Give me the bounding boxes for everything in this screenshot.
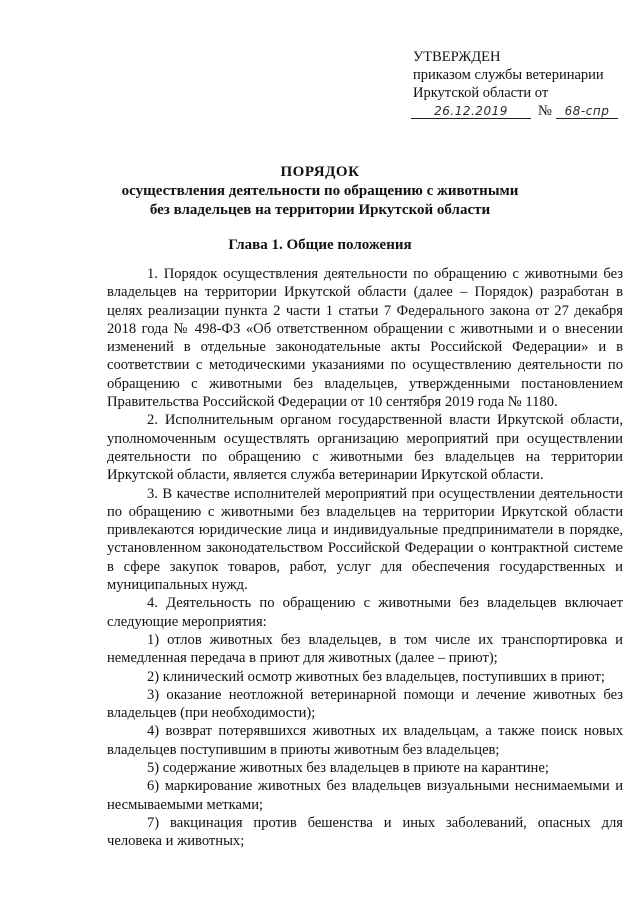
approval-stamp-block [413, 48, 623, 122]
paragraph-2: 2. Исполнительным органом государственной власти Иркутской области, уполномоченным осуществлять организацию мероприятий при осуществлении деятельности по обращению с животными без владельцев на территории Иркутской области, является служба ветеринарии Иркутской области. [107, 412, 623, 484]
paragraph-4: 4. Деятельность по обращению с животными без владельцев включает следующие мероприятия: [107, 595, 623, 630]
title-main: ПОРЯДОК [280, 164, 360, 180]
list-item-4: 4) возврат потерявшихся животных их владельцам, а также поиск новых владельцев поступившим в приюты животным без владельцев; [107, 723, 623, 758]
paragraph-3: 3. В качестве исполнителей мероприятий при осуществлении деятельности по обращению с животными без владельцев на территории Иркутской области привлекаются юридические лица и индивидуальные предприниматели в порядке, установленном законодательством Российской Федерации о контрактной системе в сфере закупок товаров, работ, услуг для обеспечения государственных и муниципальных нужд. [107, 485, 623, 594]
approval-line-2: Иркутской области от [413, 85, 549, 101]
approval-line-1: приказом службы ветеринарии [413, 67, 604, 83]
list-item-3: 3) оказание неотложной ветеринарной помощи и лечение животных без владельцев (при необходимости); [107, 686, 623, 722]
title-sub-1: осуществления деятельности по обращению с животными [121, 183, 519, 199]
list-item-5: 5) содержание животных без владельцев в приюте на карантине; [147, 760, 549, 777]
approval-number-handwritten: 68-спр [556, 104, 618, 119]
approval-title: УТВЕРЖДЕН [413, 49, 501, 65]
document-title [40, 163, 600, 220]
chapter-heading: Глава 1. Общие положения [228, 237, 412, 253]
title-sub-2: без владельцев на территории Иркутской области [149, 202, 491, 218]
list-item-6: 6) маркирование животных без владельцев визуальными неснимаемыми и несмываемыми метками; [107, 778, 623, 813]
list-item-7: 7) вакцинация против бешенства и иных заболеваний, опасных для человека и животных; [107, 814, 623, 850]
list-item-2: 2) клинический осмотр животных без владельцев, поступивших в приют; [147, 668, 605, 685]
approval-number-label: № [538, 103, 552, 119]
paragraph-1: 1. Порядок осуществления деятельности по обращению с животными без владельцев на территории Иркутской области (далее – Порядок) разработан в целях реализации пункта 2 части 1 статьи 7 Федерального закона от 27 декабря 2018 года № 498-ФЗ «Об ответственном обращении с животными и о внесении изменений в отдельные законодательные акты Российской Федерации» и в соответствии с методическими указаниями по осуществлению деятельности по обращению с животными без владельцев, утвержденными постановлением Правительства Российской Федерации от 10 сентября 2019 года № 1180. [107, 266, 623, 411]
approval-date-handwritten: 26.12.2019 [411, 104, 531, 119]
approval-date-number-row [413, 102, 623, 122]
list-item-1: 1) отлов животных без владельцев, в том числе их транспортировка и немедленная передача в приют для животных (далее – приют); [107, 631, 623, 667]
document-body [107, 265, 623, 851]
